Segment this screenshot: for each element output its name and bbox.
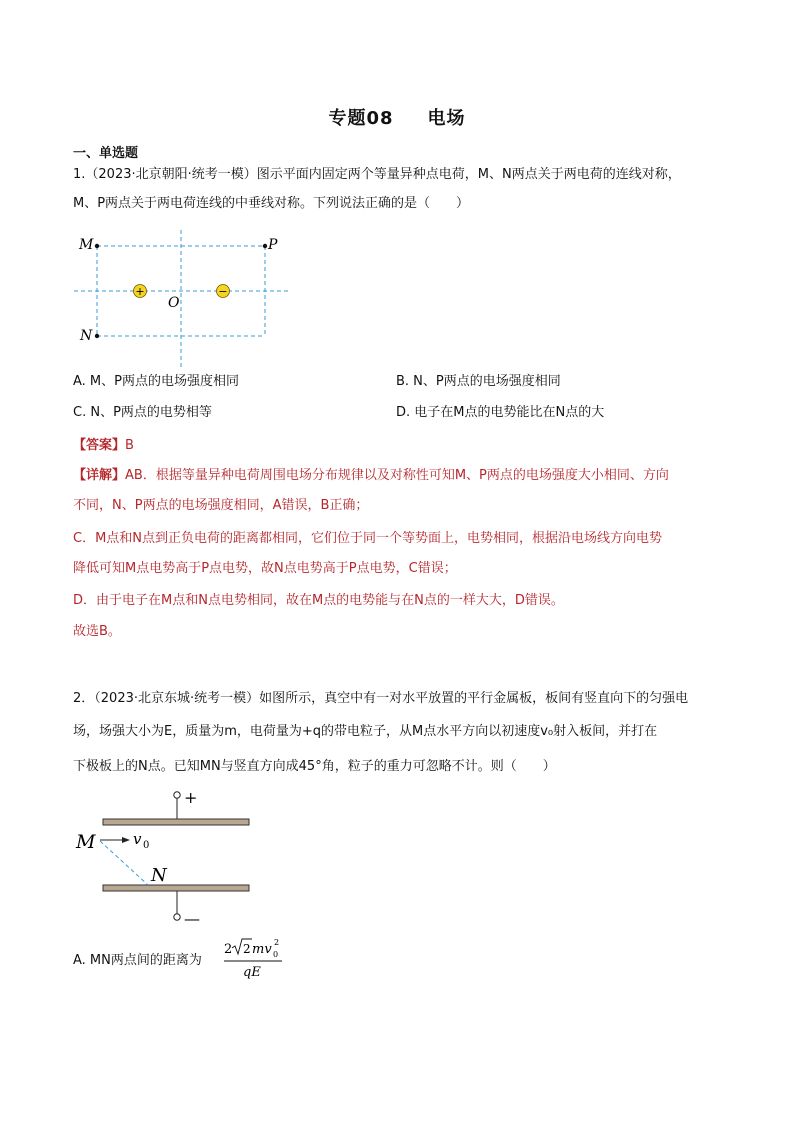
q1-label-o: O bbox=[168, 295, 180, 311]
q1-detail-text1: AB．根据等量异种电荷周围电场分布规律以及对称性可知M、P两点的电场强度大小相同、方向 bbox=[125, 468, 669, 483]
q2-label-v-sub: 0 bbox=[143, 840, 150, 851]
q2-bottom-terminal bbox=[174, 914, 180, 920]
q2-top-terminal bbox=[174, 792, 180, 798]
q1-detail-line1 bbox=[73, 466, 669, 486]
q2-formula-num-prefix: 2 bbox=[224, 942, 233, 957]
q1-detail-line5: D．由于电子在M点和N点电势相同，故在M点的电势能与在N点的一样大大，D错误。 bbox=[73, 593, 564, 608]
q1-detail-line3: C．M点和N点到正负电荷的距离都相同，它们位于同一个等势面上，电势相同，根据沿电场线方向电势 bbox=[73, 531, 663, 546]
q1-detail-line4: 降低可知M点电势高于P点电势，故N点电势高于P点电势，C错误； bbox=[73, 561, 457, 576]
title-name: 电场 bbox=[427, 108, 466, 129]
q2-formula-num-sup: 2 bbox=[274, 938, 280, 947]
q2-formula-den: qE bbox=[243, 965, 261, 980]
q2-option-a: A. MN两点间的距离为 bbox=[73, 953, 202, 968]
q1-conclusion: 故选B。 bbox=[73, 624, 121, 639]
q2-label-n: N bbox=[151, 865, 167, 886]
q1-option-c: C. N、P两点的电势相等 bbox=[73, 405, 212, 420]
q2-formula-num-rest: mv bbox=[252, 942, 272, 957]
q2-minus-sign: — bbox=[184, 909, 200, 928]
q1-label-m: M bbox=[79, 237, 94, 253]
q2-stem-line2: 场，场强大小为E，质量为m，电荷量为+q的带电粒子，从M点水平方向以初速度v₀射入板间，并打在 bbox=[73, 724, 658, 739]
q1-stem-line1: 1.（2023·北京朝阳·统考一模）图示平面内固定两个等量异种点电荷，M、N两点关于两电荷的连线对称， bbox=[73, 167, 681, 182]
q2-arrowhead bbox=[122, 837, 130, 843]
q2-upper-plate bbox=[103, 819, 249, 825]
q1-answer-tag: 【答案】 bbox=[73, 438, 126, 453]
q1-minus-sign: − bbox=[218, 285, 228, 298]
q1-option-a: A. M、P两点的电场强度相同 bbox=[73, 374, 239, 389]
q1-option-b: B. N、P两点的电场强度相同 bbox=[396, 374, 561, 389]
q2-distance-formula bbox=[222, 934, 284, 984]
q1-detail-tag: 【详解】 bbox=[73, 468, 126, 483]
q1-stem-line2: M、P两点关于两电荷连线的中垂线对称。下列说法正确的是（ ） bbox=[73, 196, 470, 211]
q1-label-n: N bbox=[80, 328, 93, 344]
q1-answer-value: B bbox=[125, 438, 134, 453]
title-topic: 专题08 bbox=[328, 108, 394, 129]
q2-plus-sign: + bbox=[184, 788, 198, 807]
q2-lower-plate bbox=[103, 885, 249, 891]
q1-option-d: D. 电子在M点的电势能比在N点的大 bbox=[396, 405, 605, 420]
q1-label-p: P bbox=[268, 237, 278, 253]
q1-detail-line2: 不同，N、P两点的电场强度相同，A错误，B正确； bbox=[73, 498, 369, 513]
q2-stem-line3: 下极板上的N点。已知MN与竖直方向成45°角，粒子的重力可忽略不计。则（ ） bbox=[73, 759, 556, 774]
q1-answer bbox=[73, 436, 134, 456]
q1-plus-sign: + bbox=[135, 285, 145, 298]
q2-label-m: M bbox=[76, 831, 96, 853]
q1-charge-diagram bbox=[60, 228, 310, 373]
page-title bbox=[0, 104, 794, 130]
q1-point-p bbox=[263, 244, 267, 248]
q2-stem-line1: 2．（2023·北京东城·统考一模）如图所示，真空中有一对水平放置的平行金属板，板间有竖直向下的匀强电 bbox=[73, 691, 689, 706]
q2-capacitor-diagram bbox=[70, 784, 260, 929]
q1-point-m bbox=[95, 244, 99, 248]
q2-formula-num-radicand: 2 bbox=[243, 942, 251, 956]
q2-formula-num-sub: 0 bbox=[273, 950, 279, 959]
q2-label-v: v bbox=[133, 830, 142, 848]
section-heading: 一、单选题 bbox=[73, 146, 139, 161]
q1-point-n bbox=[95, 334, 99, 338]
